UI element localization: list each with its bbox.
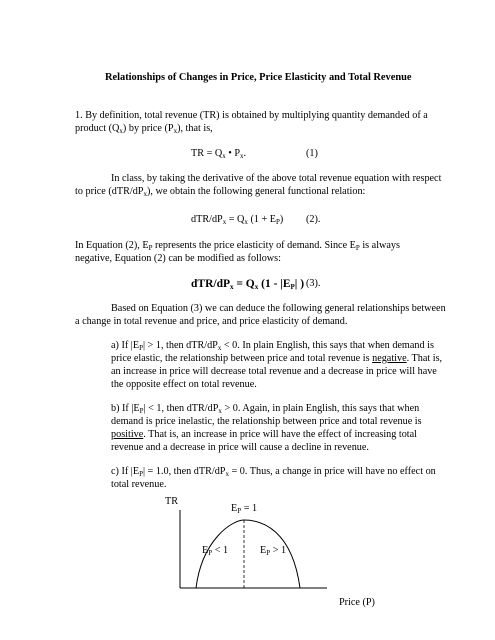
paragraph-3-line-2: negative, Equation (2) can be modified as follows:	[75, 253, 281, 264]
equation-3: dTR/$dP_x = Q_x$ ($1 - |E_P|$ )	[191, 278, 305, 291]
paragraph-4-line-1: Based on Equation (3) we can deduce the following general relationships between	[111, 303, 446, 314]
paragraph-1-line-2: product $(Q_x)$ by price $(P_x)$, that is,	[75, 123, 213, 135]
paragraph-2-line-1: In class, by taking the derivative of the above total revenue equation with respect	[111, 173, 442, 184]
equation-1: TR = $Q_x$ • $P_x$.	[191, 148, 247, 160]
item-b-line-3: positive. That is, an increase in price will have the effect of increasing total	[111, 429, 417, 440]
paragraph-3-line-1: In Equation (2), $E_P$ represents the price elasticity of demand. Since $E_P$ is always	[75, 240, 400, 252]
graph-y-axis-label: TR	[165, 496, 179, 507]
item-b-line-1: b) If $|E_P| < 1$, then dTR/$dP_x > 0$. Again, in plain English, this says that when	[111, 403, 420, 415]
graph-right-region-label: $E_P > 1$	[260, 545, 287, 557]
paragraph-4-line-2: a change in total revenue and price, and price elasticity of demand.	[75, 316, 348, 327]
graph-peak-label: $E_P = 1$	[231, 503, 258, 515]
item-b-line-2: demand is price inelastic, the relationship between price and total revenue is	[111, 416, 422, 427]
item-b-line-4: revenue and a decrease in price will cause a decline in revenue.	[111, 442, 369, 453]
equation-1-number: (1)	[306, 148, 318, 159]
graph-x-axis-label: Price (P)	[339, 597, 375, 608]
tr-curve	[196, 520, 300, 588]
paragraph-1-line-1: 1. By definition, total revenue (TR) is obtained by multiplying quantity demanded of a	[75, 110, 428, 121]
page-title: Relationships of Changes in Price, Price Elasticity and Total Revenue	[105, 72, 412, 83]
equation-3-number: (3).	[306, 278, 321, 289]
item-c-line-2: total revenue.	[111, 479, 167, 490]
equation-2-number: (2).	[306, 214, 321, 225]
item-a-line-1: a) If $|E_P| > 1$, then dTR/$dP_x < 0$. In plain English, this says that when demand is	[111, 340, 434, 352]
graph-left-region-label: $E_P < 1$	[202, 545, 229, 557]
item-a-line-2: price elastic, the relationship between price and total revenue is negative. That is,	[111, 353, 443, 364]
equation-2: dTR/$dP_x = Q_x$ $(1 + E_P)$	[191, 214, 284, 226]
paragraph-2-line-2: to price $(dTR/dP_x)$, we obtain the following general functional relation:	[75, 186, 366, 198]
item-a-line-4: the opposite effect on total revenue.	[111, 379, 257, 390]
item-a-line-3: an increase in price will decrease total revenue and a decrease in price will have	[111, 366, 437, 377]
item-c-line-1: c) If $|E_P| = 1.0$, then dTR/$dP_x = 0$. Thus, a change in price will have no effect on	[111, 466, 436, 478]
